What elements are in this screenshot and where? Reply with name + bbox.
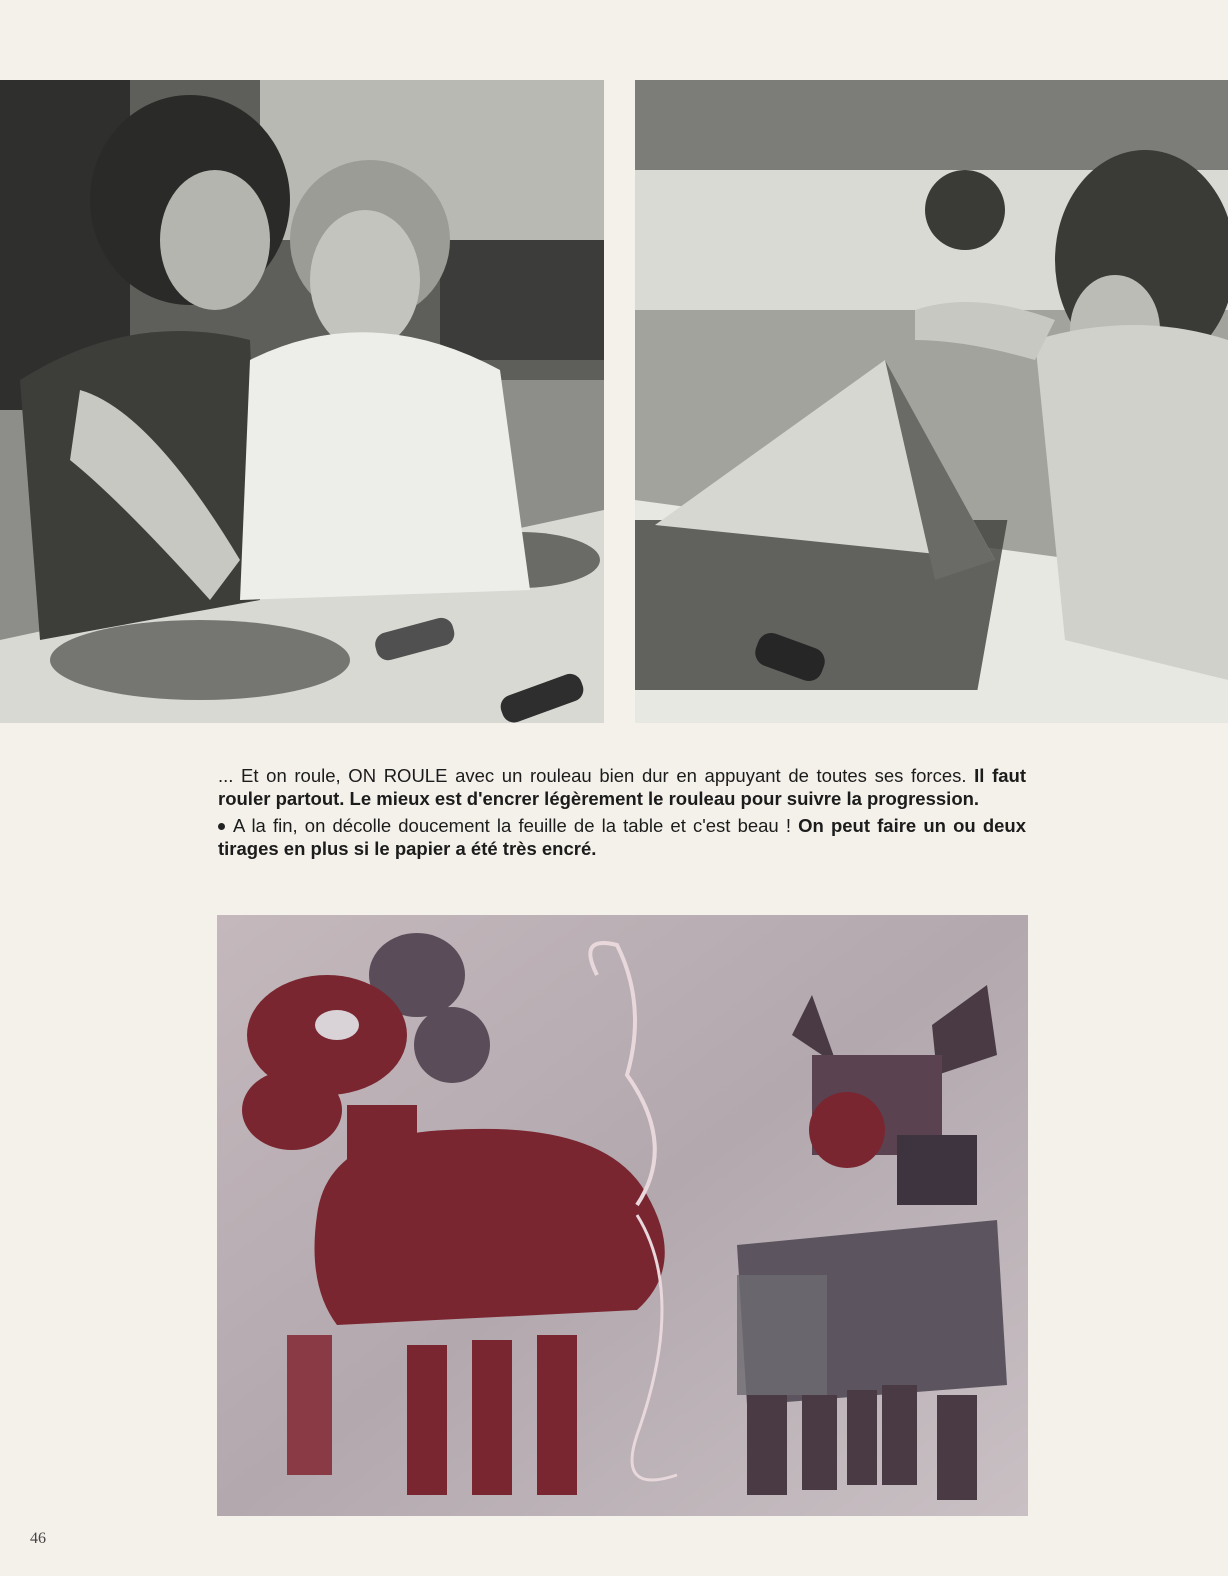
page-number: 46 — [30, 1530, 46, 1547]
caption-paragraph-1 — [218, 765, 1026, 810]
caption-paragraph-1-bold: Il faut rouler partout. Le mieux est d'encrer légèrement le rouleau pour suivre la progression. — [218, 765, 1027, 809]
caption-paragraph-2 — [218, 815, 1026, 860]
caption-text — [218, 765, 1026, 865]
caption-paragraph-1-normal: ... Et on roule, ON ROULE avec un rouleau bien dur en appuyant de toutes ses forces. — [218, 765, 967, 786]
photo-children-rolling — [0, 80, 604, 723]
caption-paragraph-2-bold: On peut faire un ou deux tirages en plus si le papier a été très encré. — [218, 815, 1027, 859]
caption-paragraph-2-normal: A la fin, on décolle doucement la feuille de la table et c'est beau ! — [233, 815, 791, 836]
bullet-icon — [218, 823, 225, 830]
photo-child-peeling-sheet — [635, 80, 1228, 723]
print-artwork-two-animals — [217, 915, 1028, 1516]
